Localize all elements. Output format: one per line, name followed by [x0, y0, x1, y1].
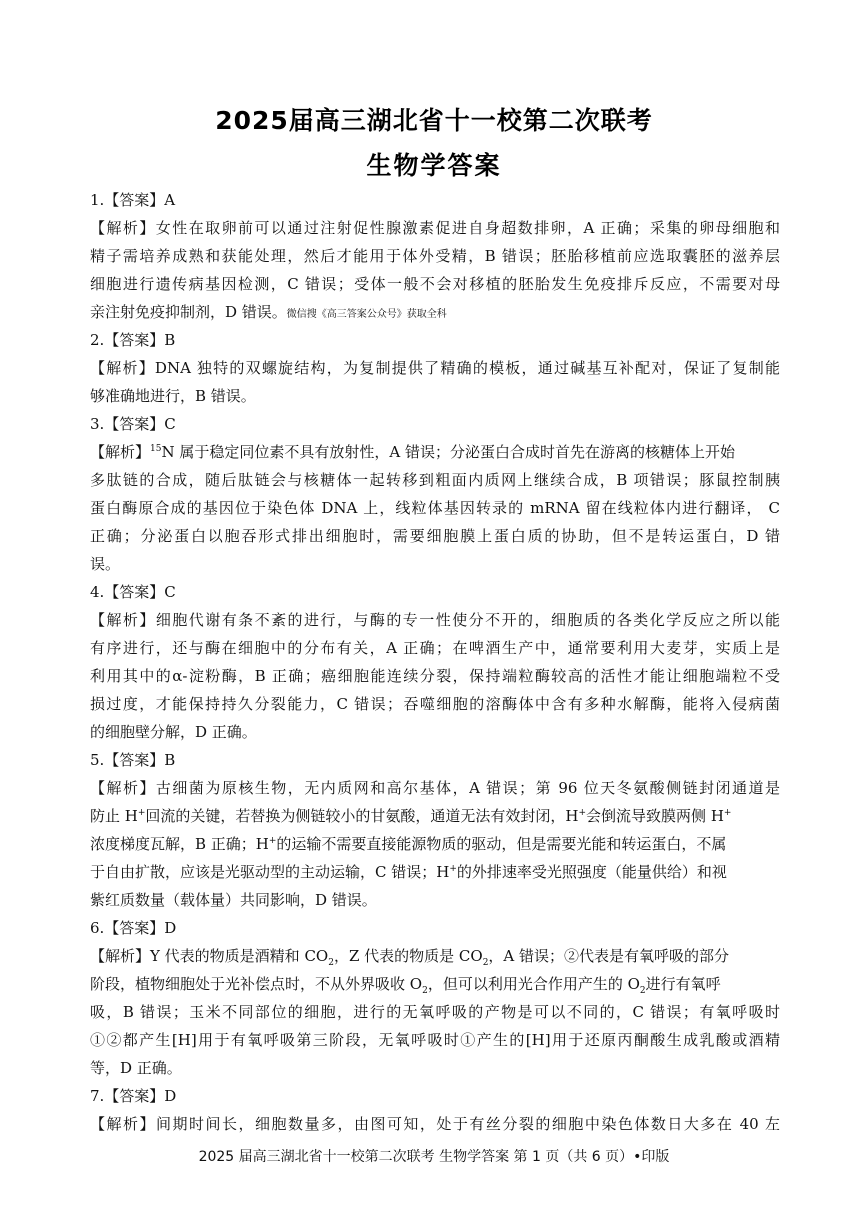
q3-line: 误。	[90, 555, 121, 573]
q3-answer: 3.【答案】C	[90, 415, 176, 433]
watermark-note: 微信搜《高三答案公众号》获取全科	[286, 309, 447, 320]
page-footer: 2025 届高三湖北省十一校第二次联考 生物学答案 第 1 页（共 6 页）•印版	[198, 1149, 670, 1165]
q6-text: 阶段，植物细胞处于光补偿点时，不从外界吸收 O	[90, 975, 423, 993]
ion-superscript: +	[723, 808, 732, 818]
q5-answer: 5.【答案】B	[90, 751, 176, 769]
ion-superscript: +	[268, 836, 277, 846]
q3-line: 正确；分泌蛋白以胞吞形式排出细胞时，需要细胞膜上蛋白质的协助，但不是转运蛋白，D 错	[90, 527, 780, 545]
q5-line-3	[90, 830, 780, 858]
q5-text: 浓度梯度瓦解，B 正确；H	[90, 835, 269, 853]
subscript: 2	[422, 986, 428, 996]
q3-line-1	[90, 438, 780, 466]
q3-text: N 属于稳定同位素不具有放射性，A 错误；分泌蛋白合成时首先在游离的核糖体上开始	[161, 443, 735, 461]
q4-line: 【解析】细胞代谢有条不紊的进行，与酶的专一性使分不开的，细胞质的各类化学反应之所以能	[90, 611, 780, 629]
q4-line: 利用其中的α-淀粉酶，B 正确；癌细胞能连续分裂，保持端粒酶较高的活性才能让细胞端粒不受	[90, 667, 780, 685]
q6-line-2	[90, 970, 780, 998]
q4-line: 有序进行，还与酶在细胞中的分布有关，A 正确；在啤酒生产中，通常要利用大麦芽，实质上是	[90, 639, 780, 657]
q1-line: 细胞进行遗传病基因检测，C 错误；受体一般不会对移植的胚胎发生免疫排斥反应，不需要对母	[90, 275, 780, 293]
q3-line: 多肽链的合成，随后肽链会与核糖体一起转移到粗面内质网上继续合成，B 项错误；豚鼠控制胰	[90, 471, 780, 489]
document-title: 2025届高三湖北省十一校第二次联考	[215, 106, 653, 135]
q1-line: 精子需培养成熟和获能处理，然后才能用于体外受精，B 错误；胚胎移植前应选取囊胚的滋养层	[90, 247, 780, 265]
q3-line: 蛋白酶原合成的基因位于染色体 DNA 上，线粒体基因转录的 mRNA 留在线粒体内进行翻译， C	[90, 499, 780, 517]
q2-line: 【解析】DNA 独特的双螺旋结构，为复制提供了精确的模板，通过碱基互补配对，保证了复制能	[90, 359, 780, 377]
q4-line: 损过度，才能保持持久分裂能力，C 错误；吞噬细胞的溶酶体中含有多种水解酶，能将入侵病菌	[90, 695, 780, 713]
q6-text: 进行有氧呼	[645, 975, 721, 993]
ion-superscript: +	[449, 864, 457, 874]
q2-line: 够准确地进行，B 错误。	[90, 387, 256, 405]
q5-text: 防止 H	[90, 807, 138, 825]
q6-text: ，Z 代表的物质是 CO	[333, 947, 483, 965]
q5-text: 回流的关键，若替换为侧链较小的甘氨酸，通道无法有效封闭，H	[145, 807, 579, 825]
q5-text: 会倒流导致膜两侧 H	[586, 807, 724, 825]
q3-text: 【解析】	[90, 443, 151, 461]
q5-text: 的运输不需要直接能源物质的驱动，但是需要光能和转运蛋白，不属	[276, 835, 727, 853]
isotope-superscript: 15	[150, 444, 162, 454]
ion-superscript: +	[137, 808, 146, 818]
q1-line-last	[90, 298, 780, 326]
ion-superscript: +	[578, 808, 587, 818]
q6-line: 吸，B 错误；玉米不同部位的细胞，进行的无氧呼吸的产物是可以不同的，C 错误；有氧呼吸时	[90, 1003, 780, 1021]
document-subtitle: 生物学答案	[366, 151, 502, 180]
q6-line: 等，D 正确。	[90, 1059, 182, 1077]
q4-line: 的细胞壁分解，D 正确。	[90, 723, 257, 741]
q4-answer: 4.【答案】C	[90, 583, 176, 601]
q6-line: ①②都产生[H]用于有氧呼吸第三阶段，无氧呼吸时①产生的[H]用于还原丙酮酸生成乳酸或酒精	[90, 1031, 780, 1049]
q6-text: ，A 错误；②代表是有氧呼吸的部分	[488, 947, 730, 965]
q5-line-2	[90, 802, 780, 830]
q5-line: 【解析】古细菌为原核生物，无内质网和高尔基体，A 错误；第 96 位天冬氨酸侧链封闭通道是	[90, 779, 780, 797]
subscript: 2	[328, 958, 334, 968]
q6-text: ，但可以利用光合作用产生的 O	[427, 975, 640, 993]
q6-text: 【解析】Y 代表的物质是酒精和 CO	[90, 947, 329, 965]
q5-line: 紫红质数量（载体量）共同影响，D 错误。	[90, 891, 377, 909]
q1-answer: 1.【答案】A	[90, 191, 176, 209]
q5-text: 的外排速率受光照强度（能量供给）和视	[456, 863, 727, 881]
q2-answer: 2.【答案】B	[90, 331, 176, 349]
q1-line-text: 亲注射免疫抑制剂，D 错误。	[90, 303, 287, 321]
q6-line-1	[90, 942, 780, 970]
q7-line: 【解析】间期时间长，细胞数量多，由图可知，处于有丝分裂的细胞中染色体数日大多在 40 左	[90, 1115, 780, 1133]
q5-line-4	[90, 858, 780, 886]
subscript: 2	[482, 958, 489, 968]
answer-content	[90, 186, 780, 1138]
q7-answer: 7.【答案】D	[90, 1087, 177, 1105]
q5-text: 于自由扩散，应该是光驱动型的主动运输，C 错误；H	[90, 863, 450, 881]
q6-answer: 6.【答案】D	[90, 919, 177, 937]
subscript: 2	[639, 986, 646, 996]
q1-line: 【解析】女性在取卵前可以通过注射促性腺激素促进自身超数排卵，A 正确；采集的卵母细胞和	[90, 219, 780, 237]
